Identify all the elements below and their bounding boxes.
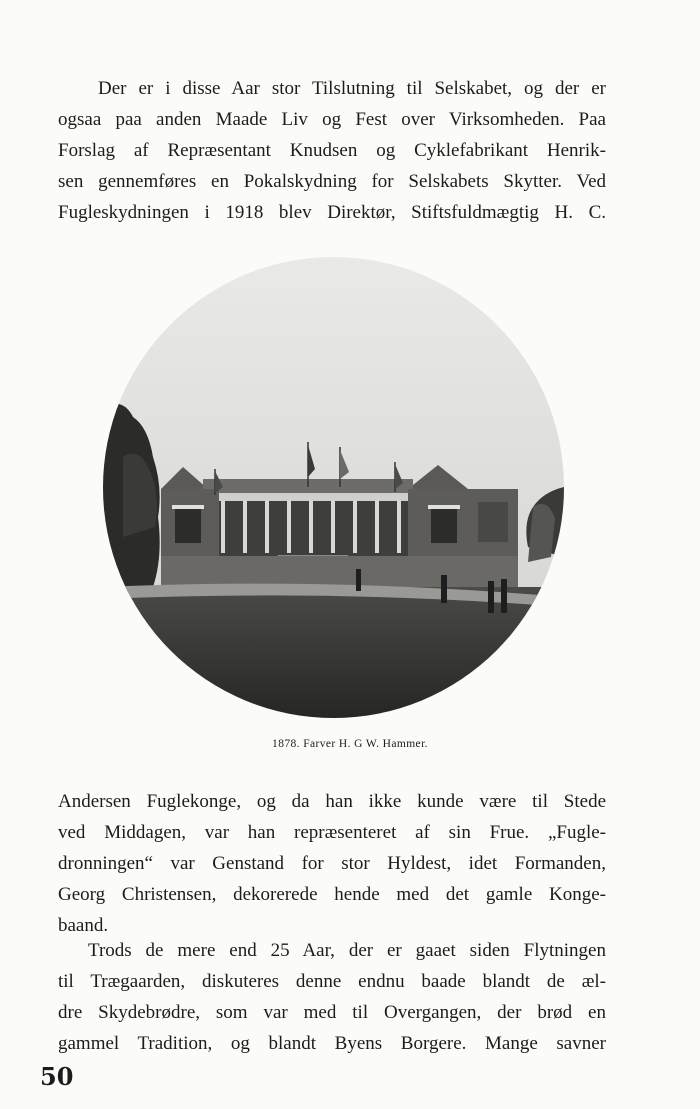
page-number: 50 <box>40 1062 74 1091</box>
text-line: baand. <box>58 915 109 936</box>
paragraph-2 <box>58 786 606 941</box>
text-line: ved Middagen, var han repræsenteret af sin Frue. „Fugle- <box>58 822 606 843</box>
text-line: Trods de mere end 25 Aar, der er gaaet siden Flytningen <box>88 940 606 961</box>
text-line: dre Skydebrødre, som var med til Overgangen, der brød en <box>58 1002 606 1023</box>
paragraph-1 <box>58 73 606 228</box>
pavilion-photo <box>103 257 564 718</box>
text-line: Forslag af Repræsentant Knudsen og Cyklefabrikant Henrik- <box>58 140 606 161</box>
text-line: til Trægaarden, diskuteres denne endnu baade blandt de æl- <box>58 971 606 992</box>
text-line: sen gennemføres en Pokalskydning for Selskabets Skytter. Ved <box>58 171 606 192</box>
text-line: Andersen Fuglekonge, og da han ikke kunde være til Stede <box>58 791 606 812</box>
text-line: gammel Tradition, og blandt Byens Borgere. Mange savner <box>58 1033 606 1054</box>
circular-photograph <box>103 257 564 718</box>
text-line: Georg Christensen, dekorerede hende med det gamle Konge- <box>58 884 606 905</box>
text-line: Fugleskydningen i 1918 blev Direktør, Stiftsfuldmægtig H. C. <box>58 202 606 223</box>
photo-caption: 1878. Farver H. G W. Hammer. <box>272 738 428 750</box>
paragraph-3 <box>58 935 606 1059</box>
text-line: ogsaa paa anden Maade Liv og Fest over Virksomheden. Paa <box>58 109 606 130</box>
text-line: dronningen“ var Genstand for stor Hyldest, idet Formanden, <box>58 853 606 874</box>
text-line: Der er i disse Aar stor Tilslutning til Selskabet, og der er <box>98 78 606 99</box>
